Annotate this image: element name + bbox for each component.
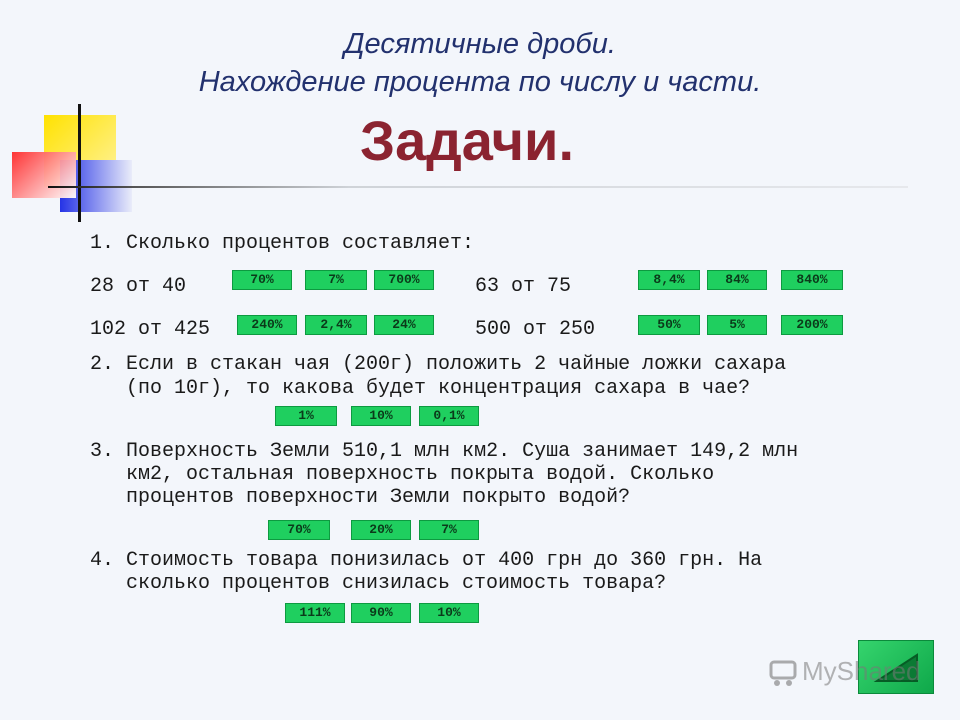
answer-button[interactable]: 7% bbox=[419, 520, 479, 540]
answer-button[interactable]: 240% bbox=[237, 315, 297, 335]
answer-button[interactable]: 50% bbox=[638, 315, 700, 335]
answer-button[interactable]: 8,4% bbox=[638, 270, 700, 290]
question-4-line1: 4. Стоимость товара понизилась от 400 грн до 360 грн. На bbox=[90, 549, 763, 572]
title-divider bbox=[48, 186, 908, 188]
answer-button[interactable]: 200% bbox=[781, 315, 843, 335]
question-3-line2: км2, остальная поверхность покрыта водой. Сколько bbox=[126, 463, 715, 486]
q1-row-label: 28 от 40 bbox=[90, 275, 187, 298]
answer-button[interactable]: 24% bbox=[374, 315, 434, 335]
answer-button[interactable]: 7% bbox=[305, 270, 367, 290]
question-1-text: 1. Сколько процентов составляет: bbox=[90, 232, 475, 255]
watermark bbox=[768, 656, 921, 687]
decor-vertical-line bbox=[78, 104, 81, 222]
decor-red-square bbox=[12, 152, 76, 198]
answer-button[interactable]: 84% bbox=[707, 270, 767, 290]
question-3-line1: 3. Поверхность Земли 510,1 млн км2. Суша занимает 149,2 млн bbox=[90, 440, 799, 463]
question-3-line3: процентов поверхности Земли покрыто водой? bbox=[126, 486, 631, 509]
answer-button[interactable]: 10% bbox=[419, 603, 479, 623]
slide-heading: Задачи. bbox=[360, 109, 575, 172]
q1-row-label: 500 от 250 bbox=[475, 318, 596, 341]
cart-icon bbox=[768, 659, 798, 687]
answer-button[interactable]: 5% bbox=[707, 315, 767, 335]
question-4-line2: сколько процентов снизилась стоимость товара? bbox=[126, 572, 667, 595]
answer-button[interactable]: 90% bbox=[351, 603, 411, 623]
answer-button[interactable]: 840% bbox=[781, 270, 843, 290]
slide-title-line1: Десятичные дроби. bbox=[344, 28, 616, 60]
question-2-line1: 2. Если в стакан чая (200г) положить 2 чайные ложки сахара bbox=[90, 353, 787, 376]
question-2-line2: (по 10г), то какова будет концентрация сахара в чае? bbox=[126, 377, 751, 400]
answer-button[interactable]: 111% bbox=[285, 603, 345, 623]
answer-button[interactable]: 20% bbox=[351, 520, 411, 540]
q1-row-label: 102 от 425 bbox=[90, 318, 211, 341]
q1-row-label: 63 от 75 bbox=[475, 275, 572, 298]
answer-button[interactable]: 2,4% bbox=[305, 315, 367, 335]
answer-button[interactable]: 1% bbox=[275, 406, 337, 426]
answer-button[interactable]: 0,1% bbox=[419, 406, 479, 426]
answer-button[interactable]: 70% bbox=[268, 520, 330, 540]
answer-button[interactable]: 70% bbox=[232, 270, 292, 290]
answer-button[interactable]: 700% bbox=[374, 270, 434, 290]
answer-button[interactable]: 10% bbox=[351, 406, 411, 426]
watermark-text: MyShared bbox=[802, 656, 921, 686]
slide-title-line2: Нахождение процента по числу и части. bbox=[198, 66, 762, 98]
